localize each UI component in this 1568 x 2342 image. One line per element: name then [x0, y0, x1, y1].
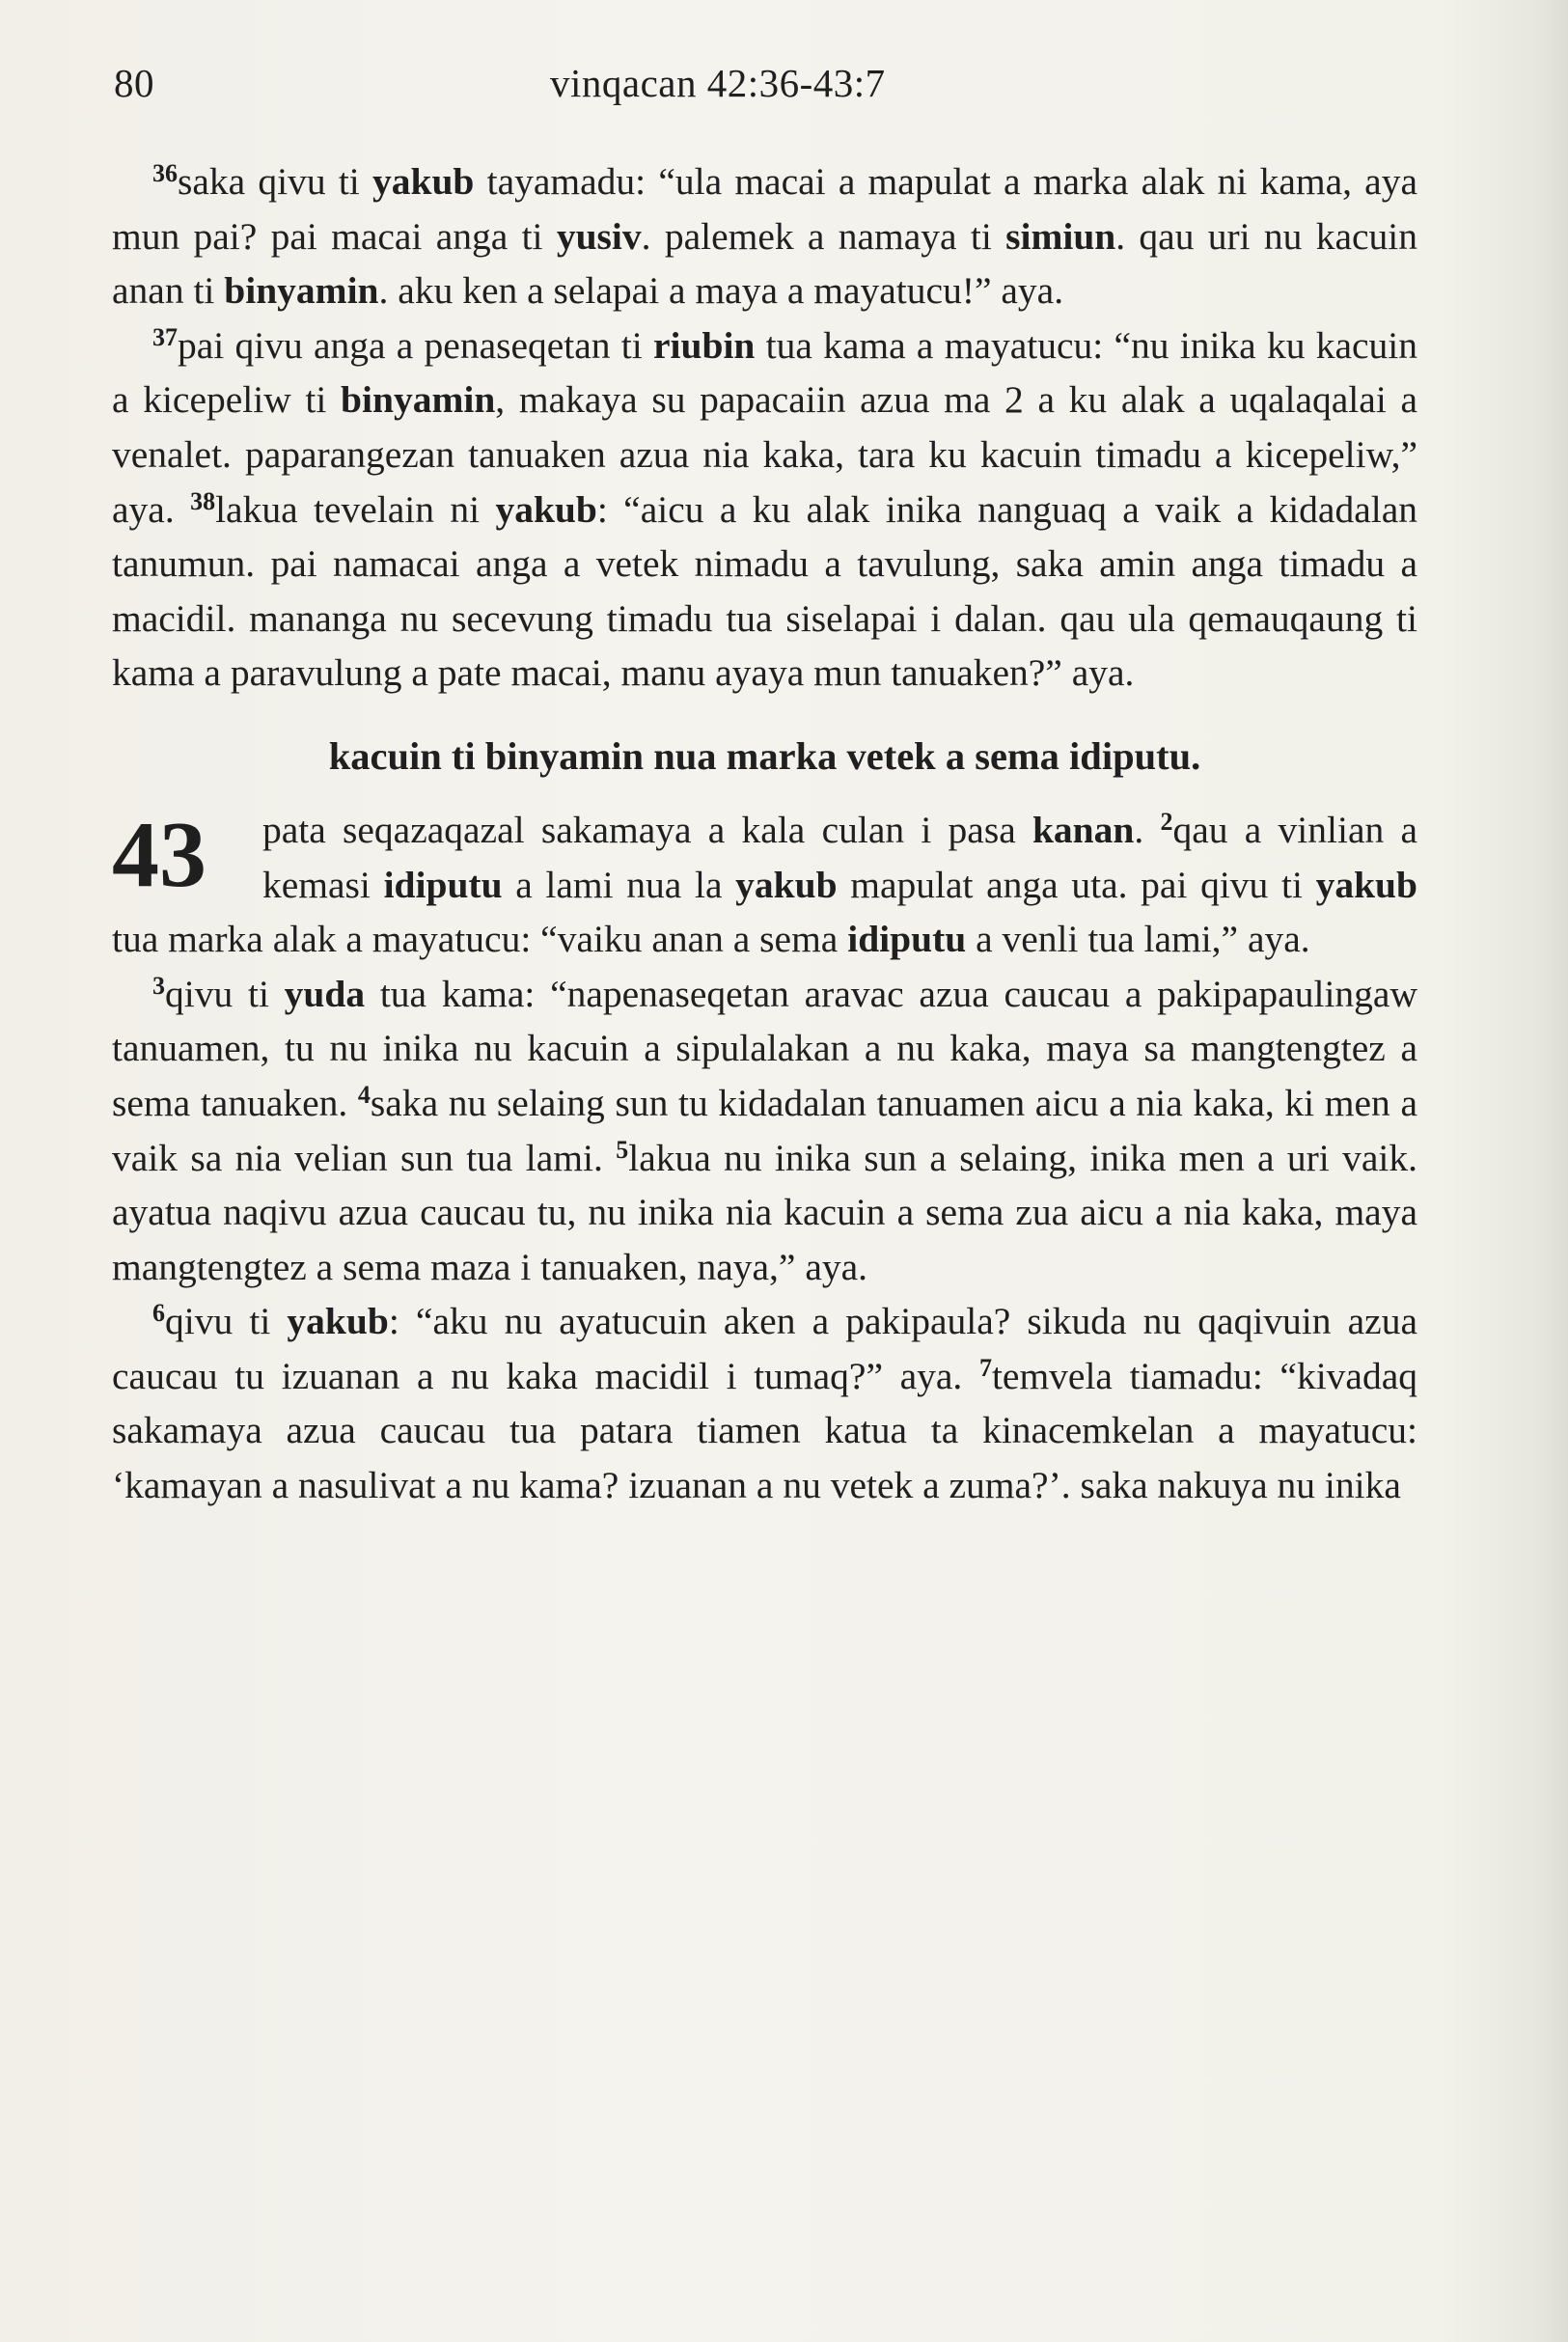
- verse-number: 36: [152, 159, 178, 187]
- proper-name: simiun: [1005, 214, 1116, 258]
- running-title: vinqacan 42:36-43:7: [550, 61, 886, 105]
- body-text: [112, 154, 1417, 1513]
- verse-number: 4: [357, 1080, 371, 1109]
- verse-text: : “aicu a ku alak inika nanguaq a vaik a kidadalan tanumun. pai namacai anga a vetek nimadu a tavulung, saka amin anga timadu a macidil. mananga nu secevung timadu tua siselapai i dalan. qau ula qemauqaung ti kama a paravulung a pate macai, manu ayaya mun tanuaken?” aya.: [112, 487, 1417, 695]
- proper-name: yakub: [495, 487, 597, 531]
- proper-name: yakub: [371, 160, 475, 203]
- proper-name: idiputu: [847, 918, 967, 961]
- verse-text: qivu ti: [165, 972, 285, 1015]
- paragraph-p3: [112, 967, 1417, 1295]
- verse-number: 5: [616, 1135, 629, 1164]
- verse-text: .: [1134, 808, 1161, 851]
- verse-text: . palemek a namaya ti: [641, 214, 1006, 258]
- verse-text: saka qivu ti: [178, 160, 372, 203]
- verse-text: mapulat anga uta. pai qivu ti: [837, 863, 1316, 906]
- proper-name: yuda: [284, 972, 366, 1015]
- verse-text: lakua tevelain ni: [215, 487, 496, 531]
- proper-name: idiputu: [383, 863, 503, 906]
- verse-text: tua kama: “napenaseqetan aravac azua caucau a pakipapaulingaw tanuamen, tu nu inika nu kacuin a sipulalakan a nu kaka, maya sa mangtengtez a sema tanuaken.: [112, 972, 1417, 1124]
- page-number: 80: [114, 61, 154, 105]
- verse-number: 7: [978, 1353, 992, 1382]
- paragraphs-after-heading: [112, 967, 1417, 1513]
- verse-text: temvela tiamadu: “kivadaq sakamaya azua caucau tua patara tiamen katua ta kinacemkelan a mayatucu: ‘kamayan a nasulivat a nu kama? izuanan a nu vetek a zuma?’. saka nakuya nu inika: [112, 1354, 1417, 1507]
- paragraphs-before-heading: [112, 154, 1417, 701]
- proper-name: kanan: [1032, 808, 1135, 851]
- chapter-first-paragraph: [112, 803, 1417, 967]
- verse-text: tua kama a mayatucu: “nu inika ku kacuin a kicepeliw ti: [112, 323, 1417, 422]
- verse-text: pata seqazaqazal sakamaya a kala culan i pasa: [262, 808, 1032, 851]
- paragraph-p4: [112, 1294, 1417, 1512]
- proper-name: yakub: [1315, 863, 1417, 906]
- verse-text: , makaya su papacaiin azua ma 2 a ku alak a uqalaqalai a venalet. paparangezan tanuaken azua nia kaka, tara ku kacuin timadu a kicepeliw,” aya.: [112, 378, 1417, 531]
- proper-name: yusiv: [556, 214, 642, 258]
- verse-text: lakua nu inika sun a selaing, inika men a uri vaik. ayatua naqivu azua caucau tu, nu inika nia kacuin a sema zua aicu a nia kaka, maya mangtengtez a sema maza i tanuaken, naya,” aya.: [112, 1136, 1417, 1288]
- proper-name: binyamin: [341, 378, 496, 422]
- proper-name: yakub: [735, 863, 838, 906]
- verse-text: tua marka alak a mayatucu: “vaiku anan a sema: [112, 918, 848, 961]
- verse-text: a venli tua lami,” aya.: [966, 918, 1310, 961]
- verse-text: saka nu selaing sun tu kidadalan tanuamen aicu a nia kaka, ki men a vaik sa nia velian sun tua lami.: [112, 1081, 1417, 1179]
- verse-text: . qau uri nu kacuin anan ti: [112, 214, 1418, 313]
- chapter-number: 43: [112, 802, 206, 907]
- chapter-opening: [112, 803, 1417, 967]
- verse-number: 6: [152, 1299, 165, 1328]
- verse-number: 37: [152, 322, 178, 351]
- proper-name: riubin: [653, 323, 756, 367]
- proper-name: yakub: [287, 1300, 389, 1343]
- verse-number: 38: [190, 486, 216, 515]
- verse-text: qivu ti: [165, 1300, 288, 1343]
- verse-number: 2: [1160, 807, 1173, 836]
- proper-name: binyamin: [224, 269, 379, 313]
- section-heading: kacuin ti binyamin nua marka vetek a sema idiputu.: [328, 733, 1201, 778]
- verse-text: tayamadu: “ula macai a mapulat a marka alak ni kama, aya mun pai? pai macai anga ti: [112, 160, 1417, 258]
- verse-text: qau a vinlian a kemasi: [262, 808, 1417, 906]
- verse-text: : “aku nu ayatucuin aken a pakipaula? sikuda nu qaqivuin azua caucau tu izuanan a nu kaka macidil i tumaq?” aya.: [112, 1300, 1417, 1397]
- verse-text: a lami nua la: [502, 863, 736, 906]
- paragraph-p1: [112, 154, 1417, 318]
- paragraph-p2: [112, 318, 1417, 701]
- verse-text: . aku ken a selapai a maya a mayatucu!” aya.: [378, 269, 1064, 313]
- verse-text: pai qivu anga a penaseqetan ti: [178, 323, 653, 367]
- verse-number: 3: [152, 971, 165, 1000]
- page-header: [114, 60, 1417, 127]
